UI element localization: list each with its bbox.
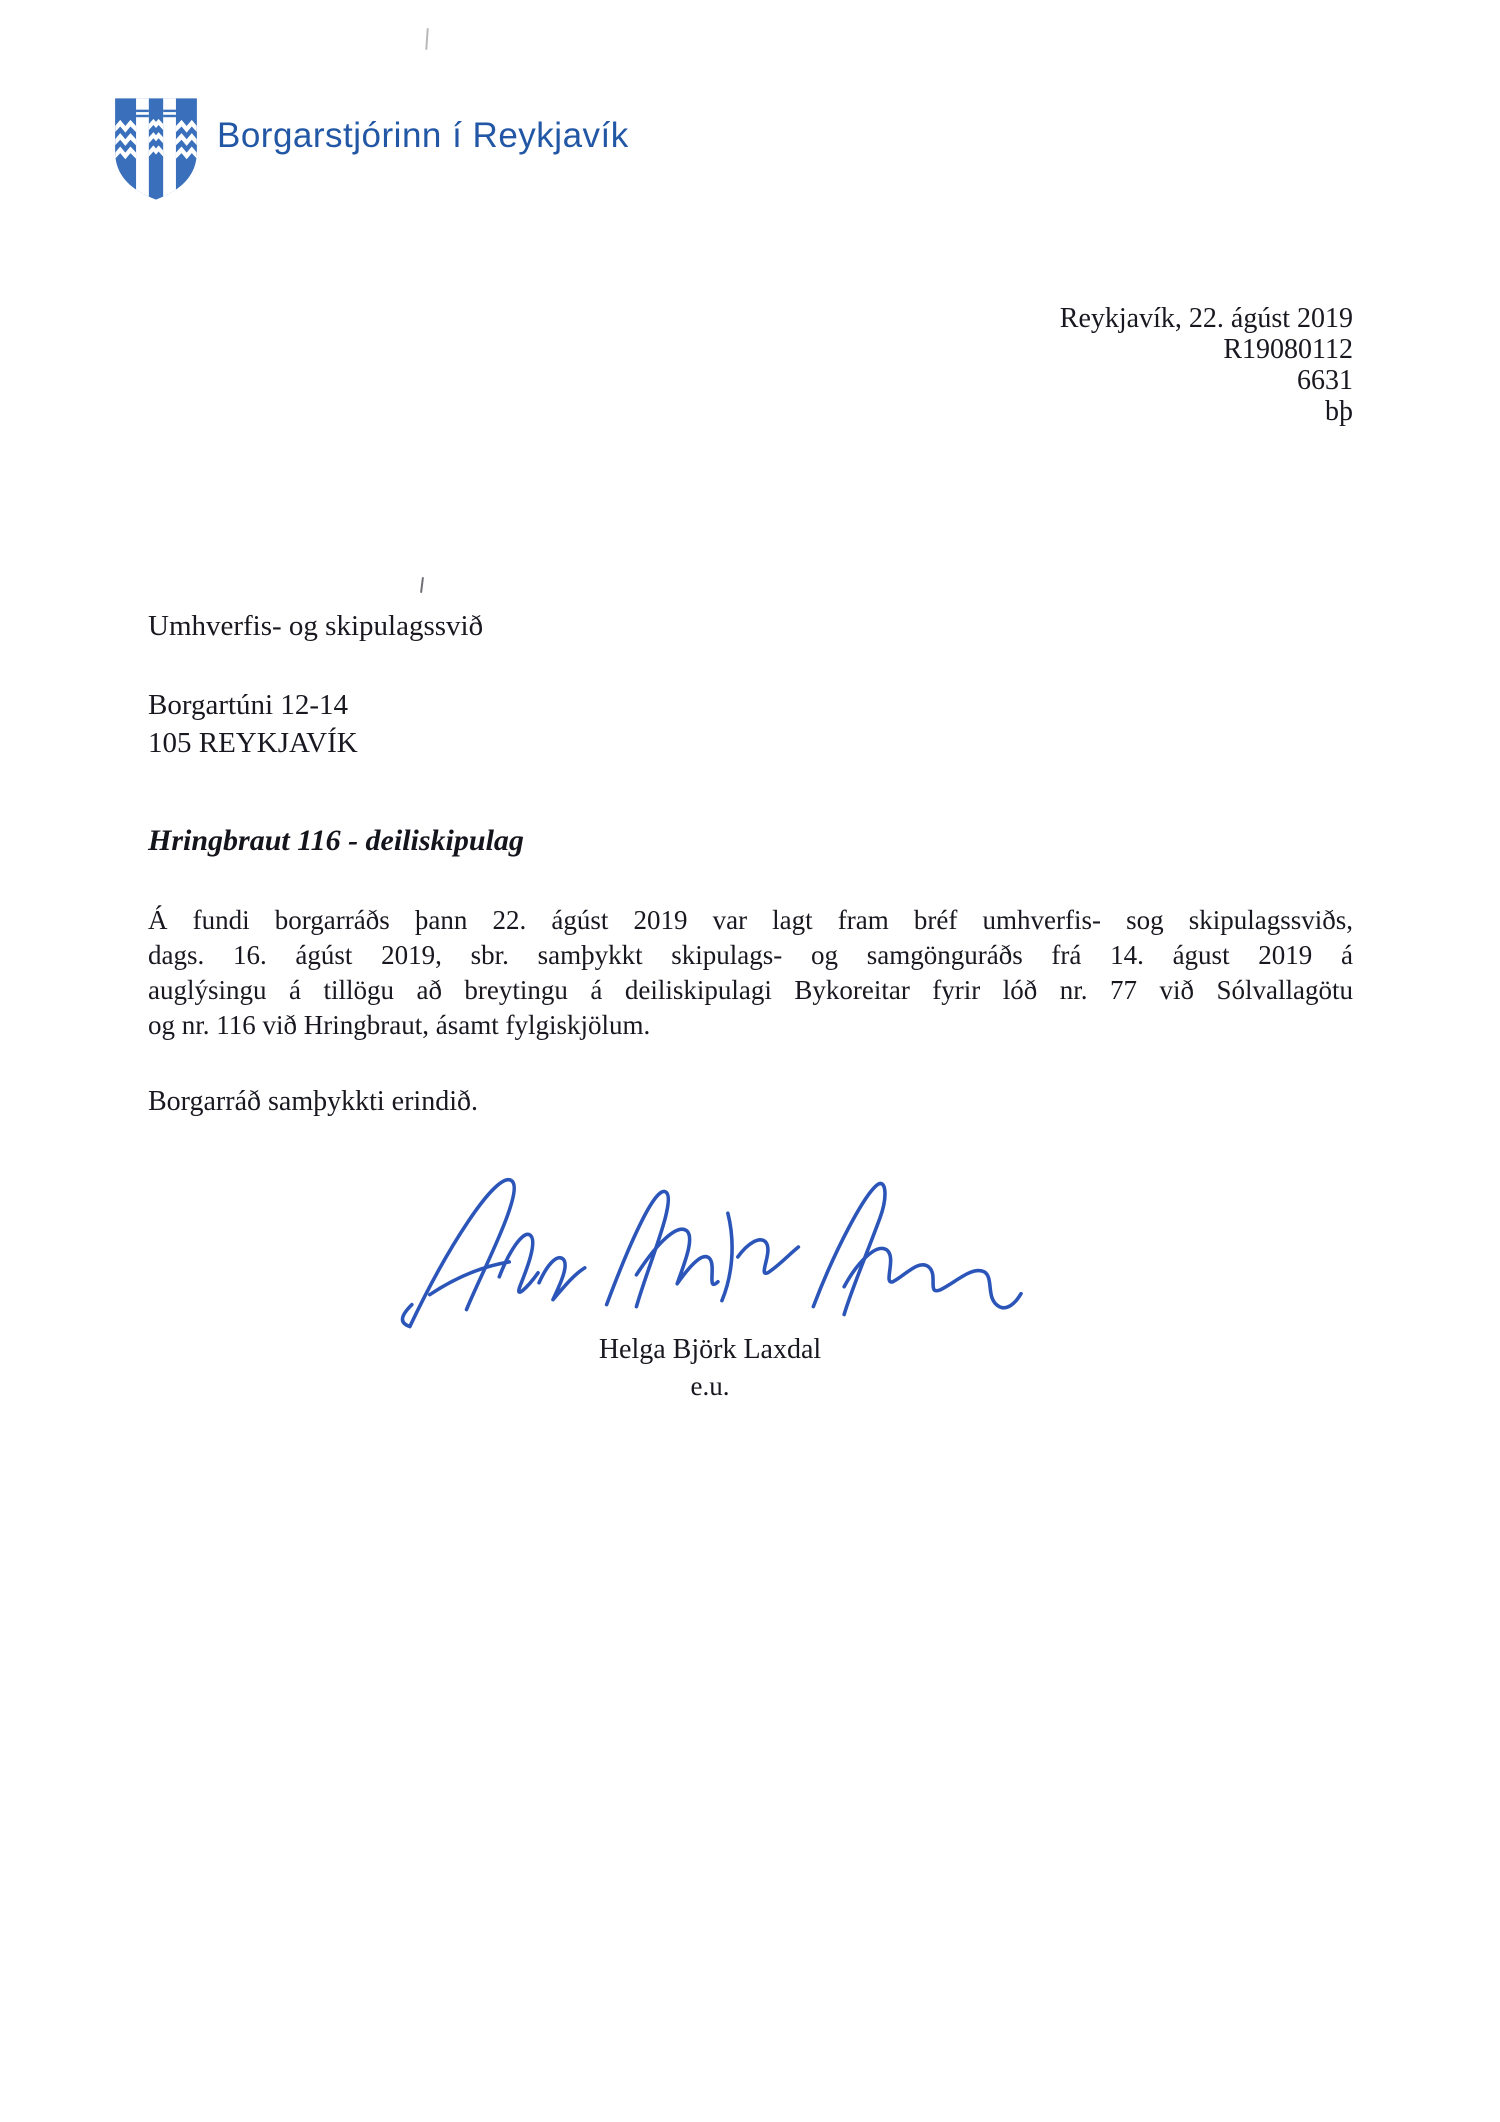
file-number: 6631 <box>1297 365 1353 396</box>
recipient-department: Umhverfis- og skipulagssvið <box>148 610 484 642</box>
signatory-name: Helga Björk Laxdal <box>598 1334 822 1365</box>
handwritten-signature <box>388 1152 1024 1338</box>
signature-qualifier: e.u. <box>690 1371 730 1401</box>
paragraph-line: auglýsingu á tillögu að breytingu á deiliskipulagi Bykoreitar fyrir lóð nr. 77 við Sólvallagötu <box>148 975 1353 1005</box>
case-number: R19080112 <box>1223 334 1353 365</box>
recipient-street: Borgartúni 12-14 <box>148 689 349 721</box>
date-line: Reykjavík, 22. ágúst 2019 <box>1059 303 1353 334</box>
reference-block <box>1060 303 1353 427</box>
reykjavik-coat-of-arms-icon <box>110 94 202 204</box>
subject-line: Hringbraut 116 - deiliskipulag <box>148 824 524 857</box>
paragraph-line: og nr. 116 við Hringbraut, ásamt fylgiskjölum. <box>148 1010 651 1040</box>
recipient-block <box>148 610 483 760</box>
scan-artifact <box>420 577 424 593</box>
scan-artifact <box>425 28 429 50</box>
paragraph-line: dags. 16. ágúst 2019, sbr. samþykkt skipulags- og samgönguráðs frá 14. águst 2019 á <box>148 940 1353 970</box>
recipient-postal-city: 105 REYKJAVÍK <box>148 727 358 759</box>
org-title: Borgarstjórinn í Reykjavík <box>217 116 629 155</box>
paragraph-line: Á fundi borgarráðs þann 22. ágúst 2019 var lagt fram bréf umhverfis- sog skipulagssviðs, <box>148 905 1353 935</box>
body-paragraph <box>148 903 1353 1043</box>
clerk-initials: bþ <box>1325 396 1353 427</box>
closing-line: Borgarráð samþykkti erindið. <box>148 1086 478 1117</box>
